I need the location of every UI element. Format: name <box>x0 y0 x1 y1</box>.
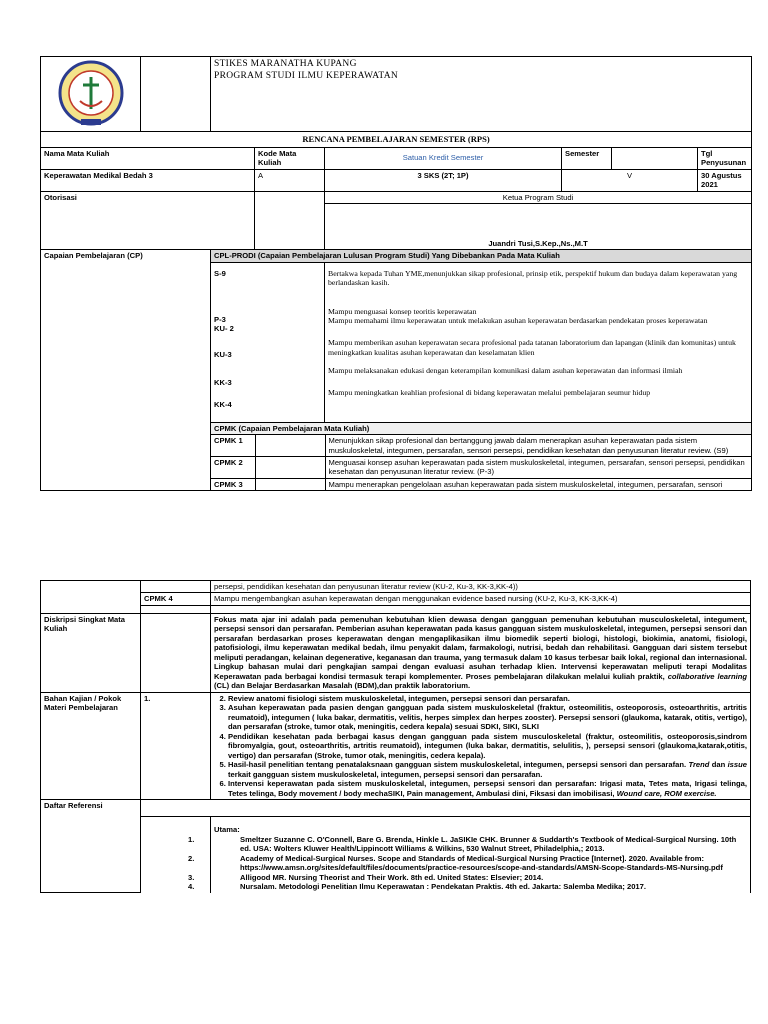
list-item-text: Hasil-hasil penelitian tentang penatalaksnaan gangguan sistem muskuloskeletal, integumen, persepsi sensori dan persarafan. <box>228 760 687 770</box>
cpl-item: Mampu menguasai konsep teoritis keperawatan <box>328 306 477 316</box>
otorisasi-label: Otorisasi <box>41 191 255 249</box>
reference-text: Smeltzer Suzanne C. O'Connell, Bare G. Brenda, Hinkle L. JaSIKIe CHK. Brunner & Suddarth's Textbook of Medical-Surgical Nursing. 10th ed. USA: Wolters Kluwer Health/Lippincott Williams & Wilkins, 530 Walnut Street, Philadelphia,; 2013. <box>240 834 737 854</box>
issue-word: issue <box>727 760 747 770</box>
cpmk-text: Mampu menerapkan pengelolaan asuhan keperawatan pada sistem muskuloskeletal, integumen, persarafan, sensori <box>325 478 751 490</box>
bahan-kajian-list <box>214 694 747 798</box>
reference-number: 1. <box>188 834 195 844</box>
semester-label: Semester <box>562 147 612 169</box>
page-1 <box>40 56 751 491</box>
cpl-code: KU-3 <box>214 350 232 360</box>
institution-logo <box>43 59 139 129</box>
course-date: 30 Agustus 2021 <box>698 169 752 191</box>
trend-connector: dan <box>709 760 728 770</box>
program-name: PROGRAM STUDI ILMU KEPERAWATAN <box>214 70 399 81</box>
bahan-kajian-number: 1. <box>141 692 211 799</box>
description-italic: collaborative learning <box>667 671 747 681</box>
cpl-code: S-9 <box>214 268 226 278</box>
cpmk-title: CPMK (Capaian Pembelajaran Mata Kuliah) <box>211 422 752 434</box>
cpl-code: KK-3 <box>214 378 232 388</box>
cpl-item: Mampu memahami ilmu keperawatan untuk melakukan asuhan keperawatan berdasarkan pendekatan proses keperawatan <box>328 316 708 326</box>
description-text-end: (CL) dan Belajar Berdasarkan Masalah (BDM),dan praktik laboratorium. <box>214 681 471 691</box>
reference-number: 4. <box>188 882 195 892</box>
reference-label: Daftar Referensi <box>41 800 141 893</box>
course-sks: 3 SKS (2T; 1P) <box>325 169 562 191</box>
reference-item <box>188 853 747 873</box>
reference-text: Nursalam. Metodologi Penelitian Ilmu Keperawatan : Pendekatan Praktis. 4th ed. Jakarta: Salemba Medika; 2017. <box>240 882 646 892</box>
rps-detail-table <box>40 580 751 893</box>
course-name-label: Nama Mata Kuliah <box>41 147 255 169</box>
cpl-item: Mampu melaksanakan edukasi dengan keterampilan komunikasi dalam asuhan keperawatan dan informasi ilmiah <box>328 366 683 376</box>
cpl-item: Mampu meningkatkan keahlian profesional di bidang keperawatan melalui pembelajaran seumur hidup <box>328 388 651 398</box>
cpmk-table <box>211 435 751 490</box>
cpl-item: Bertakwa kepada Tuhan YME,menunjukkan sikap profesional, prinsip etik, perspektif hukum dan budaya dalam keperawatan yang berlandaskan kasih. <box>328 268 738 288</box>
cpl-code: KU- 2 <box>214 324 234 334</box>
list-item: 3. Asuhan keperawatan pada pasien dengan gangguan pada sistem muskuloskeletal (fraktur, osteomilitis, osteoporosis, osteoarthritis, artritis reumatoid), integumen ( luka bakar, dermatitis, velitis, herpes simplex dan herpes zooster). Persepsi sensori (glaukoma, katarak, otitis, vertigo), dan persarafan (stroke, tumor otak, meningitis, cedera kepala) sesuai SDKI, SIKI, SLKI <box>228 703 747 731</box>
list-item <box>228 779 747 798</box>
cpmk-text: Mampu mengembangkan asuhan keperawatan dengan menggunakan evidence based nursing (KU-2, Ku-3, KK-3,KK-4) <box>211 593 751 605</box>
list-item-text: Intervensi keperawatan pada sistem muskuloskeletal, integumen, persepsi sensori dan persarafan: Irigasi mata, Tetes mata, Irigasi telinga, Tetes telinga, Body movement / body mechaSIKI, Pain management, Ambulasi dini, Fiksasi dan imobilisasi, <box>228 779 747 798</box>
course-name: Keperawatan Medikal Bedah 3 <box>41 169 255 191</box>
course-semester: V <box>562 169 698 191</box>
reference-text: Academy of Medical-Surgical Nurses. Scope and Standards of Medical-Surgical Nursing Practice [Internet]. 2020. Available from: https://www.amsn.org/sites/default/files/documents/practice-resources/scope-and-standards/AMSN-Scope-Standards-MS-Nursing.pdf <box>240 853 723 873</box>
ketua-prodi-label: Ketua Program Studi <box>325 191 752 203</box>
cpl-title: CPL-PRODI (Capaian Pembelajaran Lulusan Program Studi) Yang Dibebankan Pada Mata Kuliah <box>211 250 752 262</box>
course-code: A <box>255 169 325 191</box>
reference-text: Alligood MR. Nursing Theorist and Their Work. 8th ed. United States: Elsevier; 2014. <box>240 872 544 882</box>
rps-title: RENCANA PEMBELAJARAN SEMESTER (RPS) <box>41 132 752 148</box>
sks-label: Satuan Kredit Semester <box>325 147 562 169</box>
list-item <box>228 760 747 779</box>
cpl-code: P-3 <box>214 314 226 324</box>
institution-name: STIKES MARANATHA KUPANG <box>214 59 357 69</box>
cp-label: Capaian Pembelajaran (CP) <box>41 250 211 491</box>
reference-item <box>188 872 747 882</box>
list-item: 2. Review anatomi fisiologi sistem muskuloskeletal, integumen, persepsi sensori dan persarafan. <box>228 694 747 703</box>
cpmk-code: CPMK 3 <box>211 478 255 490</box>
list-item: 4. Pendidikan kesehatan pada berbagai kasus dengan gangguan pada sistem musculoskeletal (fraktur, osteomilitis, osteoporosis,sindrom fibromyalgia, gout, osteoarthritis, artritis reumatoid), integumen (luka bakar, dermatitis, selulitis, ), persepsi sensori (glaukoma,katarak,otitis, vertigo) dan persarafan (Stroke, tumor otak, meningitis, cedera kepala). <box>228 732 747 760</box>
page-2 <box>40 580 751 893</box>
cpl-code: KK-4 <box>214 400 232 410</box>
rps-header-table <box>40 56 752 491</box>
cpmk3-continuation: persepsi, pendidikan kesehatan dan penyusunan literatur review (KU-2, Ku-3, KK-3,KK-4)) <box>211 581 751 593</box>
description-text: Fokus mata ajar ini adalah pada pemenuhan kebutuhan klien dewasa dengan gangguan pemenuhan kebutuhan musculoskeletal, integument, persepsi sensori dan persarafan. Pemberian asuhan keperawatan pada kasus gangguan sistem muskuloskeletal, integumen, persepsi sensori dan persarafan berdasarkan proses keperawatan dengan mengaplikasikan ilmu biomedik seperti biologi, histologi, biokimia, anatomi, fisiologi, patofisiologi, ilmu keperawatan medikal bedah, ilmu penyakit dalam, farmakologi, nutrisi, bedah dan rehabilitasi. Gangguan dari sistem tersebut meliputi peradangan, kelainan degenerative, keganasan dan trauma, yang termasuk dalam 10 kasus terbesar baik lokal, regional dan internasional. Lingkup bahasan mulai dari pengkajian sampai dengan evaluasi asuhan terhadap klien. Intervensi keperawatan meliputi terapi Modalitas Keperawatan pada berbagai kondisi termasuk terapi komplementer. Proses pembelajaran dilakukan melalui kuliah praktik, <box>214 614 747 681</box>
reference-item <box>188 882 747 892</box>
trend-text: terkait gangguan sistem muskuloskeletal, integumen, persepsi sensori dan persarafan. <box>228 769 543 779</box>
table-row <box>211 456 751 478</box>
ketua-prodi-name: Juandri Tusi,S.Kep.,Ns.,M.T <box>325 204 752 250</box>
list-item-italic: Wound care, ROM exercise. <box>616 788 717 798</box>
cpmk-code: CPMK 1 <box>211 435 255 456</box>
reference-heading: Utama: <box>214 825 240 835</box>
reference-number: 2. <box>188 853 195 863</box>
cpl-item: Mampu memberikan asuhan keperawatan secara profesional pada tatanan laboratorium dan lapangan (klinik dan komunitas) untuk meningkatkan kualitas asuhan keperawatan dan keselamatan klien <box>328 338 736 357</box>
description-label: Diskripsi Singkat Mata Kuliah <box>41 613 141 692</box>
cpmk-code: CPMK 4 <box>141 593 211 605</box>
course-code-label: Kode Mata Kuliah <box>255 147 325 169</box>
reference-item <box>188 834 747 854</box>
cpmk-code: CPMK 2 <box>211 456 255 478</box>
trend-word: Trend <box>688 760 710 770</box>
cpmk-text: Menunjukkan sikap profesional dan bertanggung jawab dalam menerapkan asuhan keperawatan pada sistem muskuloskeletal, integumen, persarafan, sensori persepsi, pendidikan kesehatan dan penyusunan literatur review. (S9) <box>325 435 751 456</box>
bahan-kajian-label: Bahan Kajian / Pokok Materi Pembelajaran <box>41 692 141 799</box>
date-label: Tgl Penyusunan <box>698 147 752 169</box>
cpmk-text: Menguasai konsep asuhan keperawatan pada sistem muskuloskeletal, integumen, persarafan, sensori persepsi, pendidikan kesehatan dan penyusunan literatur review. (P-3) <box>325 456 751 478</box>
table-row <box>211 478 751 490</box>
table-row <box>211 435 751 456</box>
reference-number: 3. <box>188 872 195 882</box>
